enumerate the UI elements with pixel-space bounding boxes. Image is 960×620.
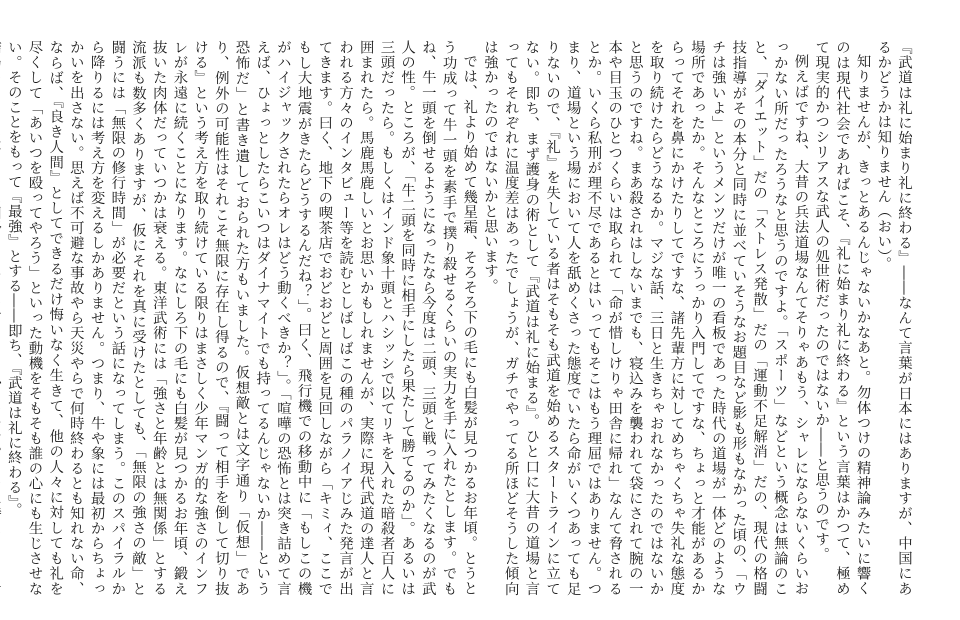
paragraph-1: 『武道は礼に始まり礼に終わる』――なんて言葉が日本にはありますが、中国にあるかどうかは知りません（おい）。	[875, 40, 912, 596]
paragraph-3: 例えばですね、大昔の兵法道場なんてそりゃあもう、シャレにならないくらいおっかない所だったろうなと思うのですよ。「スポーツ」などという概念は無論のこと、「ダイエット」だの「ストレス発散」だの「運動不足解消」だの、現代の格闘技指導がその本分と同時に並べていそうなお題目など影も形もなかった頃の、「ウチは強いよ」というメンツだけが唯一の看板であった時代の道場が一体どのような場所であったか。そんなところにうっかり入門してですな、ちょっと才能があるからってそれを鼻にかけたりしてですな、諸先輩方に対してめちゃくちゃ失礼な態度を取り続けたらどうなるか。マジな話、三日と生きちゃおれなかったのではないかと思うのですね。まあ殺されはしないまでも、寝込みを襲われて袋にされて腕の一本や目玉のひとつくらいは取られて「命が惜しけりゃ田舎に帰れ」なんて脅されるとか。いくら私刑が理不尽であるとはいってもそこはもう理屈ではありません。つまり、道場という場において人を舐めくさった態度でいたら命がいくつあっても足りないので、『礼』を失している者はそもそも武道を始めるスタートラインに立てない。即ち、まず護身の術として『武道は礼に始まる』。ひと口に大昔の道場と言ってもそれぞれに温度差はあったでしょうが、ガチでやってる所ほどそうした傾向は強かったのではないかと思います。	[481, 40, 809, 596]
paragraph-2: 知りませんが、きっとあるんじゃないかなあと。勿体つけの精神論みたいに響くのは現代社会であればこそ、『礼に始まり礼に終わる』という言葉はかつて、極めて現実的かつシリアスな武人の処世術だったのではないか――と思うのです。	[813, 40, 871, 596]
paragraph-4: では、礼より始めて幾星霜、そろそろ下の毛にも白髪が見つかるお年頃。とうとう功成って牛一頭を素手で撲り殺せるくらいの実力を手に入れたとします。でもね、牛一頭を倒せるようになったなら今度は二頭、三頭と戦ってみたくなるのが武人の性。ところが、「牛二頭を同時に相手にしたら果たして勝てるのか」。あるいは三頭だったら。もしくはインド象十頭とハシッシで以てリキを入れた暗殺者百人に囲まれたら。馬鹿馬鹿しいとお思いかもしれませんが、実際に現代武道の達人と言われる方々のインタビュー等を読むとしばしばこの種のパラノイアじみた発言が出てきます。曰く、地下の喫茶店でおどおどと周囲を見回しながら「キミィ、ここでもし大地震がきたらどうするんだね？」。曰く、飛行機での移動中に「もしこの機がハイジャックされたらオレはどう動くべきか？」。「喧嘩の恐怖とは突き詰めて言えば、ひょっとしたらこいつはダイナマイトでも持ってるんじゃないか――という恐怖だ」と書き遺しておられた方もいました。仮想敵とは文字通り「仮想」であり、例外の可能性はそれこそ無限に存在し得るので、『闘って相手を倒して切り抜ける』という考え方を取り続けている限りはまさしく少年マンガ的な強さのインフレが永遠に続くことになります。なにしろ下の毛にも白髪が見つかるお年頃、鍛え抜いた肉体だっていつかは衰える。東洋武術には「強さと年齢とは無関係」とする流派も数多くありますが、仮にそれを真に受けたとしても、「無限の強さの敵」と闘うには「無限の修行時間」が必要だという話になってしまう。このスパイラルから降りるには考え方を変えるしかありません。つまり、牛や象には最初からちょっかいを出さない。思えば不可避な事故やら天災やらで何時終わるとも知れない命、ならば、『良き人間』としてできるだけ悔いなく生きて、他の人々に対しても礼を尽くして「あいつを殴ってやろう」といった動機をそもそも誰の心にも生じさせない。そのことをもって『最強』とする――即ち、『武道は礼に終わる』。	[5, 40, 478, 596]
paragraph-5	[0, 40, 3, 596]
vertical-text-body	[0, 40, 914, 596]
